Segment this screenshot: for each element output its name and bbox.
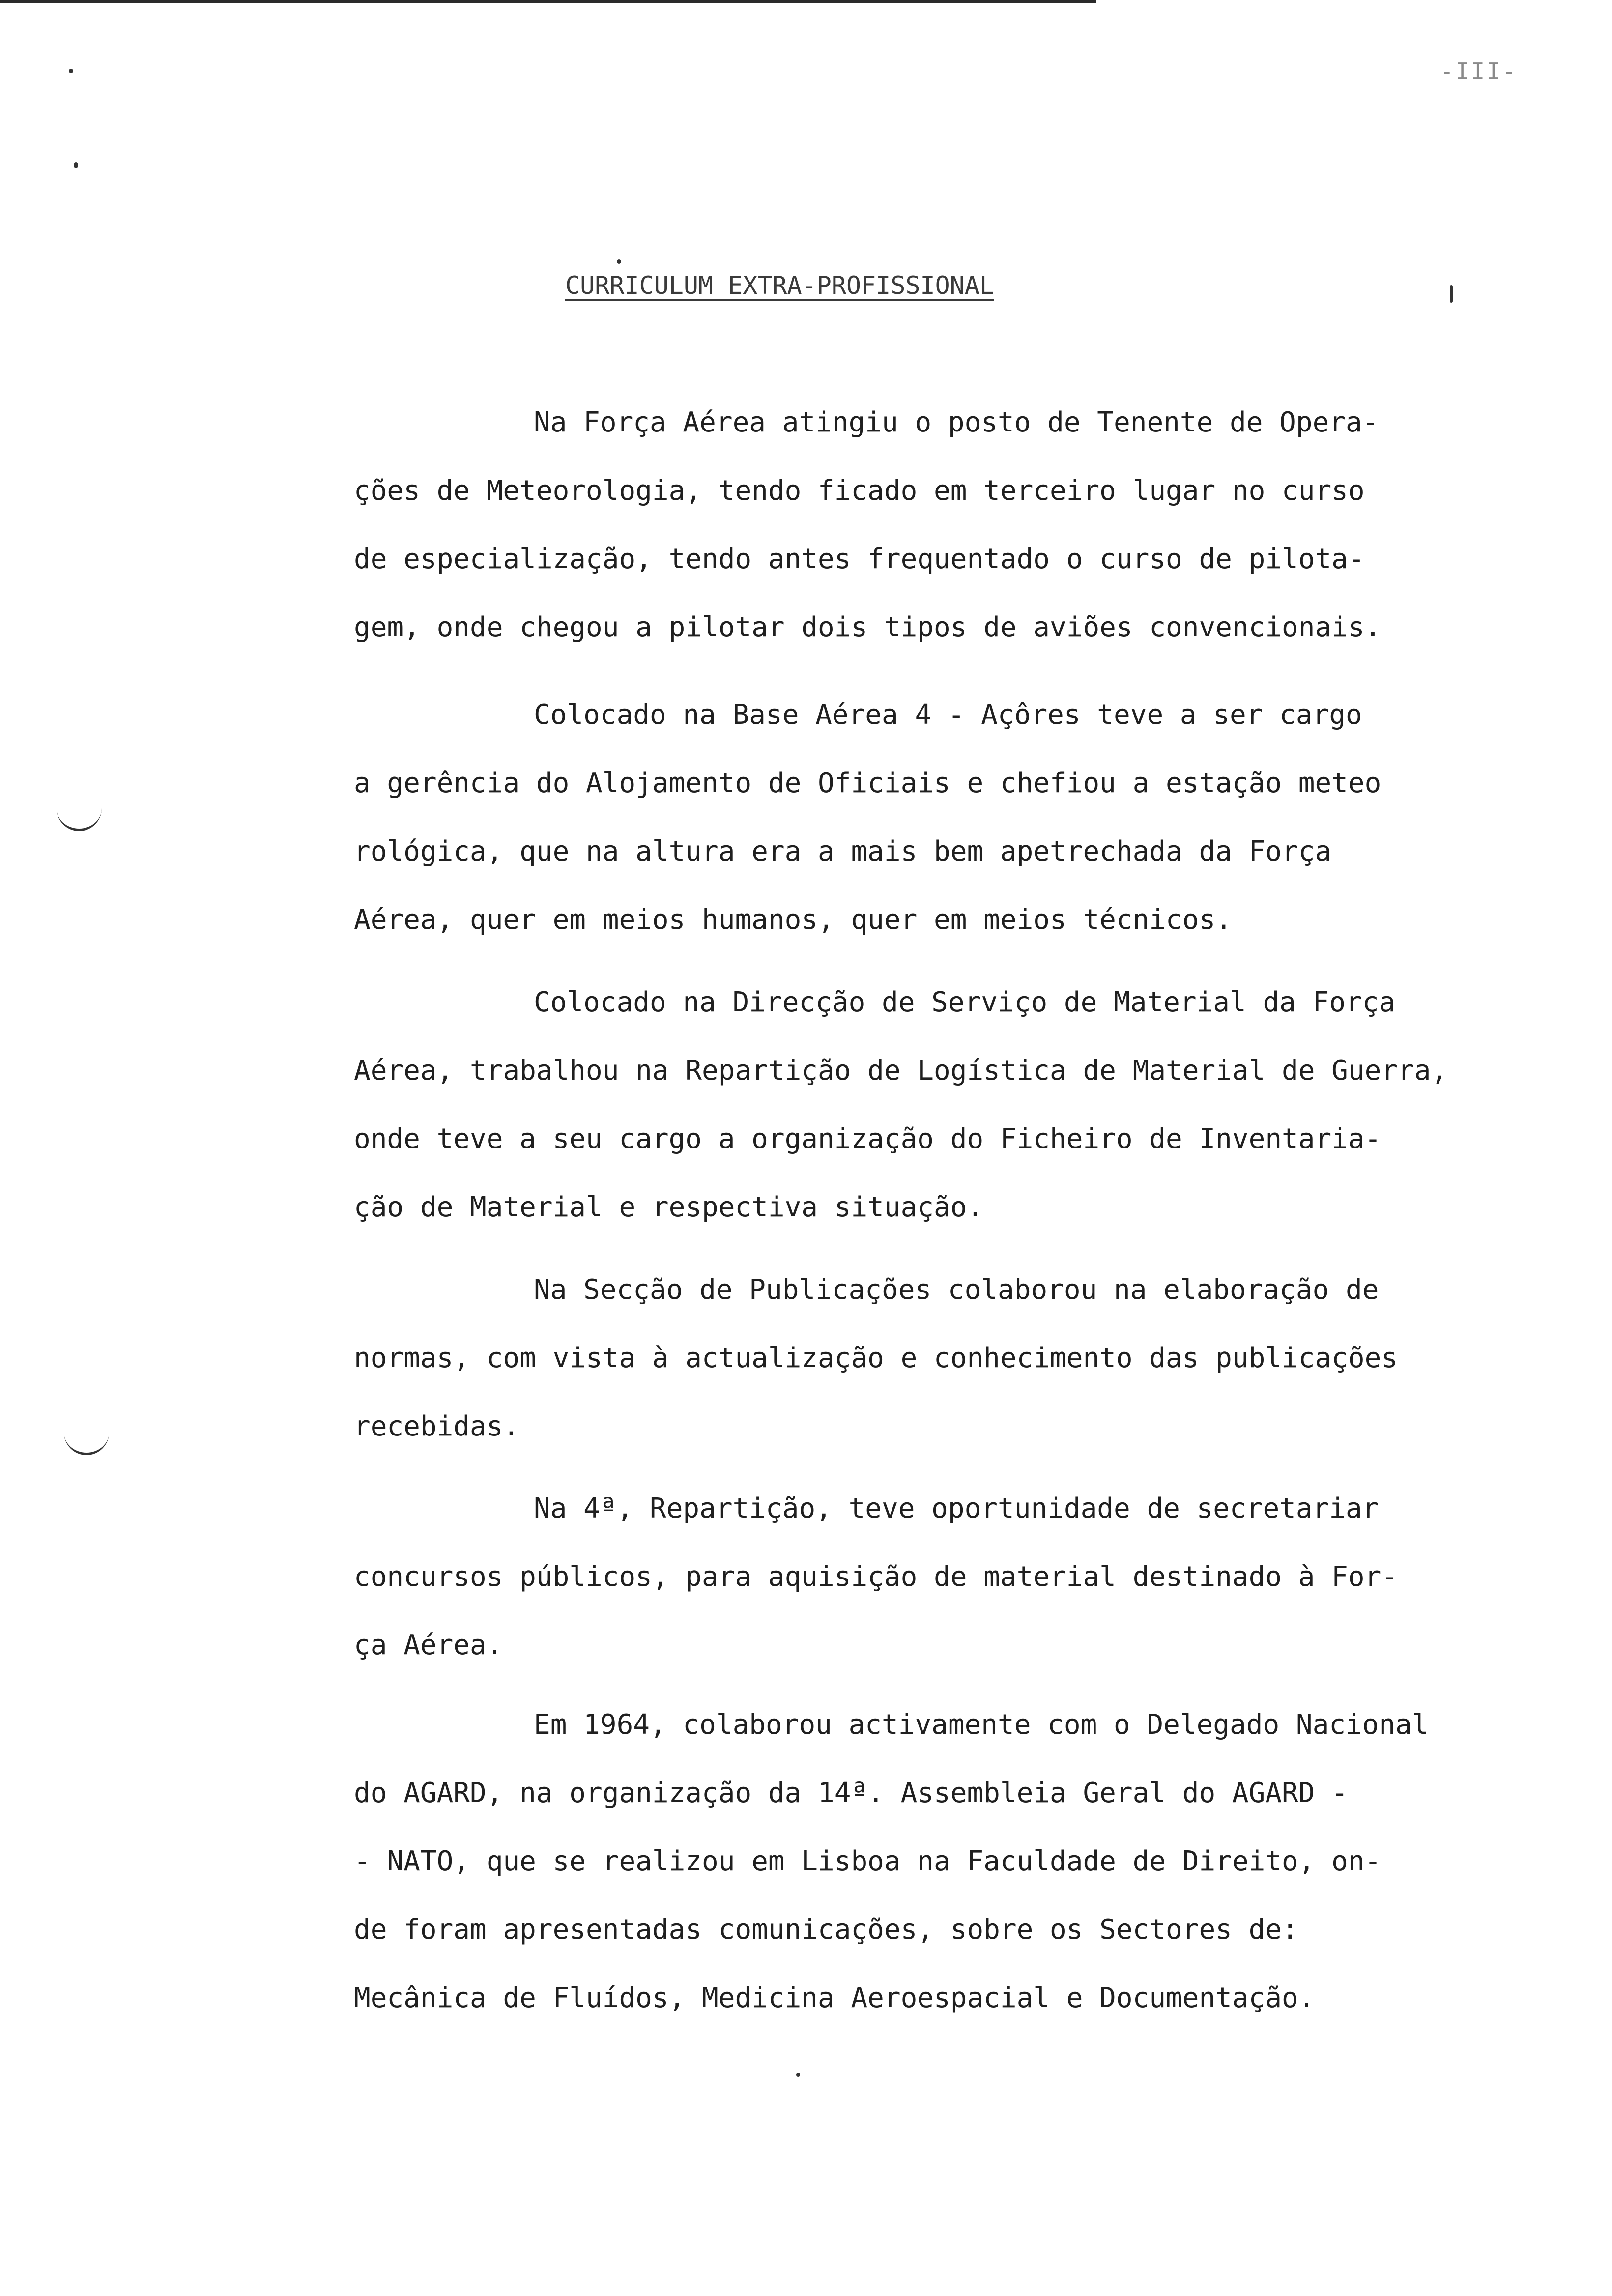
text-line: Colocado na Direcção de Serviço de Material da Força (534, 986, 1396, 1018)
scan-speck (617, 259, 621, 264)
scan-speck (69, 69, 73, 73)
text-line: a gerência do Alojamento de Oficiais e chefiou a estação meteo (354, 767, 1382, 799)
binder-hole-mark (64, 1430, 109, 1455)
text-line: Colocado na Base Aérea 4 - Açôres teve a ser cargo (534, 699, 1362, 731)
text-line: Na 4ª, Repartição, teve oportunidade de secretariar (534, 1492, 1379, 1524)
paragraph-fourth-repartition (354, 1474, 1533, 1679)
text-line: Aérea, quer em meios humanos, quer em meios técnicos. (354, 904, 1232, 936)
binder-hole-mark (57, 806, 102, 831)
document-title: CURRICULUM EXTRA-PROFISSIONAL (565, 271, 994, 300)
text-line: Em 1964, colaborou activamente com o Delegado Nacional (534, 1709, 1429, 1741)
text-line: Na Secção de Publicações colaborou na elaboração de (534, 1274, 1379, 1306)
scan-speck (74, 162, 78, 168)
text-line: ça Aérea. (354, 1629, 503, 1661)
text-line: normas, com vista à actualização e conhecimento das publicações (354, 1342, 1398, 1374)
text-line: concursos públicos, para aquisição de material destinado à For- (354, 1561, 1398, 1593)
text-line: ções de Meteorologia, tendo ficado em terceiro lugar no curso (354, 475, 1365, 507)
text-line: rológica, que na altura era a mais bem apetrechada da Força (354, 835, 1332, 867)
text-line: de foram apresentadas comunicações, sobre os Sectores de: (354, 1914, 1298, 1946)
paragraph-air-force-rank (354, 388, 1533, 661)
text-line: Aérea, trabalhou na Repartição de Logística de Material de Guerra, (354, 1055, 1448, 1087)
paragraph-publications-section (354, 1256, 1533, 1461)
scan-speck (796, 2073, 800, 2077)
text-line: recebidas. (354, 1410, 520, 1442)
text-line: gem, onde chegou a pilotar dois tipos de aviões convencionais. (354, 611, 1382, 643)
text-line: do AGARD, na organização da 14ª. Assembleia Geral do AGARD - (354, 1777, 1348, 1809)
text-line: Mecânica de Fluídos, Medicina Aeroespacial e Documentação. (354, 1982, 1315, 2014)
paragraph-agard-1964 (354, 1691, 1533, 2032)
text-line: Na Força Aérea atingiu o posto de Tenente de Opera- (534, 406, 1379, 438)
scan-speck (1450, 285, 1453, 303)
text-line: de especialização, tendo antes frequentado o curso de pilota- (354, 543, 1365, 575)
paragraph-material-directorate (354, 968, 1533, 1241)
text-line: - NATO, que se realizou em Lisboa na Faculdade de Direito, on- (354, 1845, 1382, 1877)
page-number: -III- (1440, 58, 1518, 85)
text-line: onde teve a seu cargo a organização do Ficheiro de Inventaria- (354, 1123, 1382, 1155)
scan-top-edge (0, 0, 1096, 3)
paragraph-azores-base (354, 681, 1533, 954)
text-line: ção de Material e respectiva situação. (354, 1191, 984, 1223)
